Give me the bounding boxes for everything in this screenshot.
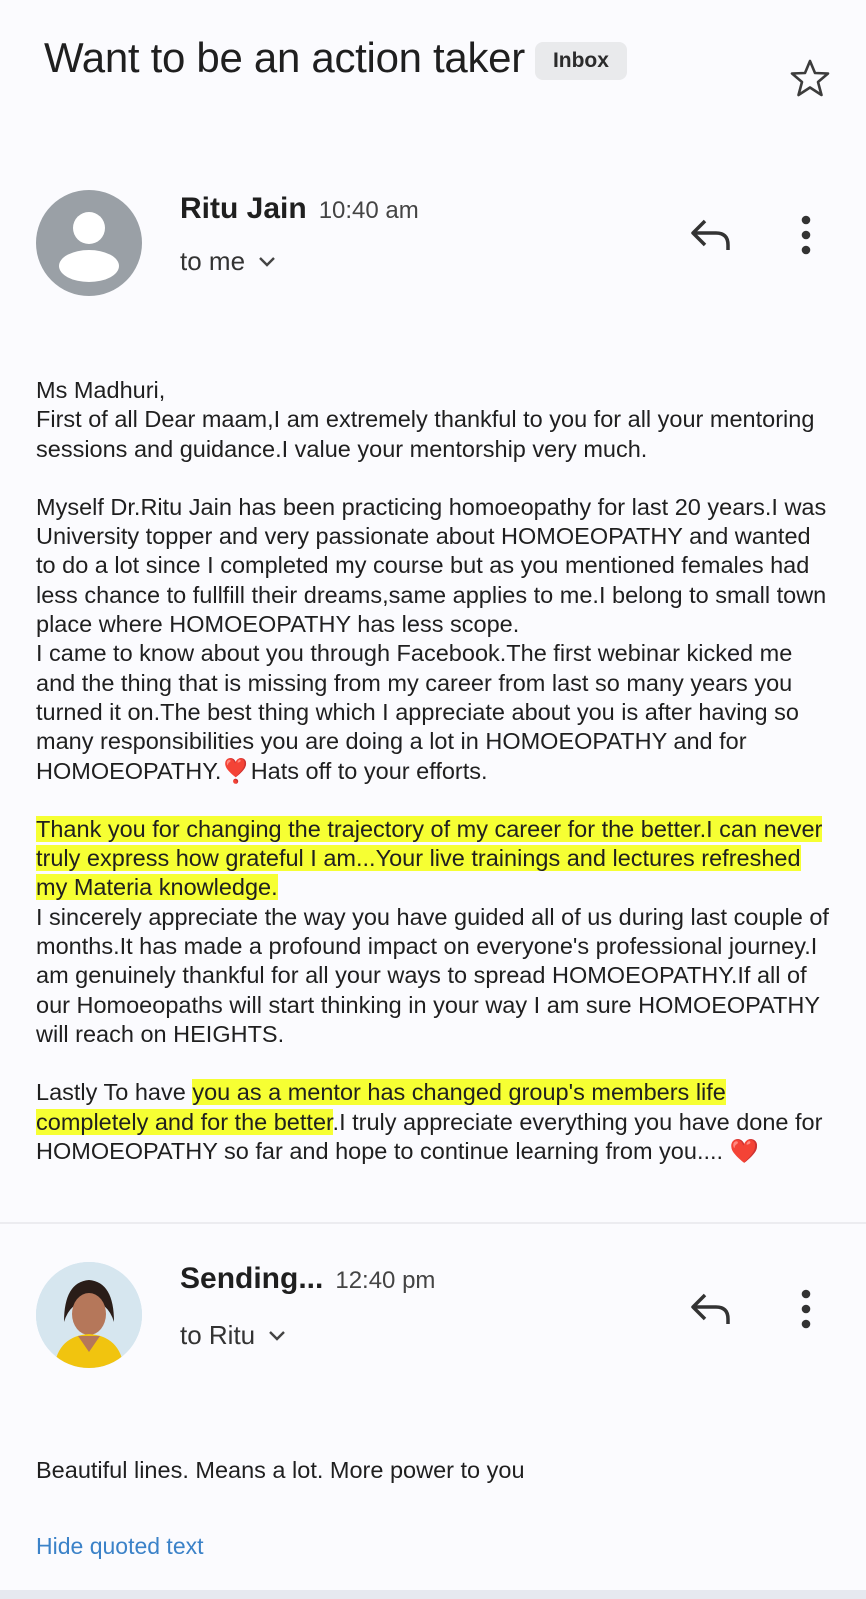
sender-avatar[interactable] xyxy=(36,190,142,296)
message1-body xyxy=(36,376,836,1166)
highlighted-text: Thank you for changing the trajectory of my career for the better.I can never truly express how grateful I am...Your live trainings and lectures refreshed my Materia knowledge. xyxy=(36,815,823,901)
heart-emoji: ❤️ xyxy=(729,1137,759,1164)
body-paragraph xyxy=(36,639,836,785)
sender-name: Ritu Jain xyxy=(180,192,307,225)
body-text-span: Lastly To have xyxy=(36,1079,193,1106)
chevron-down-icon xyxy=(257,255,277,269)
sender-name: Sending... xyxy=(180,1262,324,1295)
inbox-label-badge[interactable]: Inbox xyxy=(535,42,627,80)
body-paragraph xyxy=(36,1078,836,1166)
recipient-toggle[interactable] xyxy=(180,246,277,277)
recipient-label: to me xyxy=(180,246,246,276)
message-time: 10:40 am xyxy=(318,197,419,224)
recipient-toggle[interactable] xyxy=(180,1320,287,1351)
recipient-label: to Ritu xyxy=(180,1320,256,1350)
highlighted-text: you as a mentor has changed group's members life completely and for the better xyxy=(36,1079,726,1135)
chevron-down-icon xyxy=(267,1329,287,1343)
body-paragraph: First of all Dear maam,I am extremely thankful to you for all your mentoring sessions and guidance.I value your mentorship very much. xyxy=(36,406,815,462)
sender-avatar-photo[interactable] xyxy=(36,1262,142,1368)
hide-quoted-text-link[interactable]: Hide quoted text xyxy=(36,1533,204,1559)
message-divider xyxy=(0,1222,866,1224)
email-subject: Want to be an action taker xyxy=(44,34,525,81)
message-time: 12:40 pm xyxy=(335,1267,436,1294)
body-text-span: .I truly appreciate everything you have done for HOMOEOPATHY so far and hope to continue learning from you.... xyxy=(36,1108,823,1164)
body-paragraph xyxy=(36,815,836,903)
subject-row xyxy=(44,34,627,82)
body-paragraph: Myself Dr.Ritu Jain has been practicing homoeopathy for last 20 years.I was University topper and very passionate about HOMOEOPATHY and wanted to do a lot since I completed my course but as you mentioned females had less chance to fullfill their dreams,same applies to me.I belong to small town place where HOMOEOPATHY has less scope. xyxy=(36,493,827,638)
star-icon[interactable] xyxy=(790,58,830,98)
reply-icon[interactable] xyxy=(688,1286,734,1332)
body-text-span: I came to know about you through Facebook.The first webinar kicked me and the thing that is missing from my career from last so many years you turned it on.The best thing which I appreciate about you is after having so many responsibilities you are doing a lot in HOMOEOPATHY and for HOMOEOPATHY. xyxy=(36,640,799,784)
person-icon xyxy=(36,190,142,296)
body-text-span: Hats off to your efforts. xyxy=(250,757,488,784)
more-vert-icon[interactable] xyxy=(798,212,814,258)
message1-sender-row xyxy=(180,192,419,226)
message2-body xyxy=(36,1456,836,1485)
bottom-bar xyxy=(0,1590,866,1599)
body-paragraph: I sincerely appreciate the way you have guided all of us during last couple of months.It has made a profound impact on everyone's professional journey.I am genuinely thankful for all your ways to spread HOMOEOPATHY.If all of our Homoeopaths will start thinking in your way I am sure HOMOEOPATHY will reach on HEIGHTS. xyxy=(36,903,829,1047)
reply-text: Beautiful lines. Means a lot. More power to you xyxy=(36,1457,525,1483)
greeting-line: Ms Madhuri, xyxy=(36,377,166,403)
message2-sender-row xyxy=(180,1262,435,1296)
heart-exclamation-emoji: ❣️ xyxy=(221,757,251,784)
reply-icon[interactable] xyxy=(688,212,734,258)
more-vert-icon[interactable] xyxy=(798,1286,814,1332)
profile-photo xyxy=(36,1262,142,1368)
